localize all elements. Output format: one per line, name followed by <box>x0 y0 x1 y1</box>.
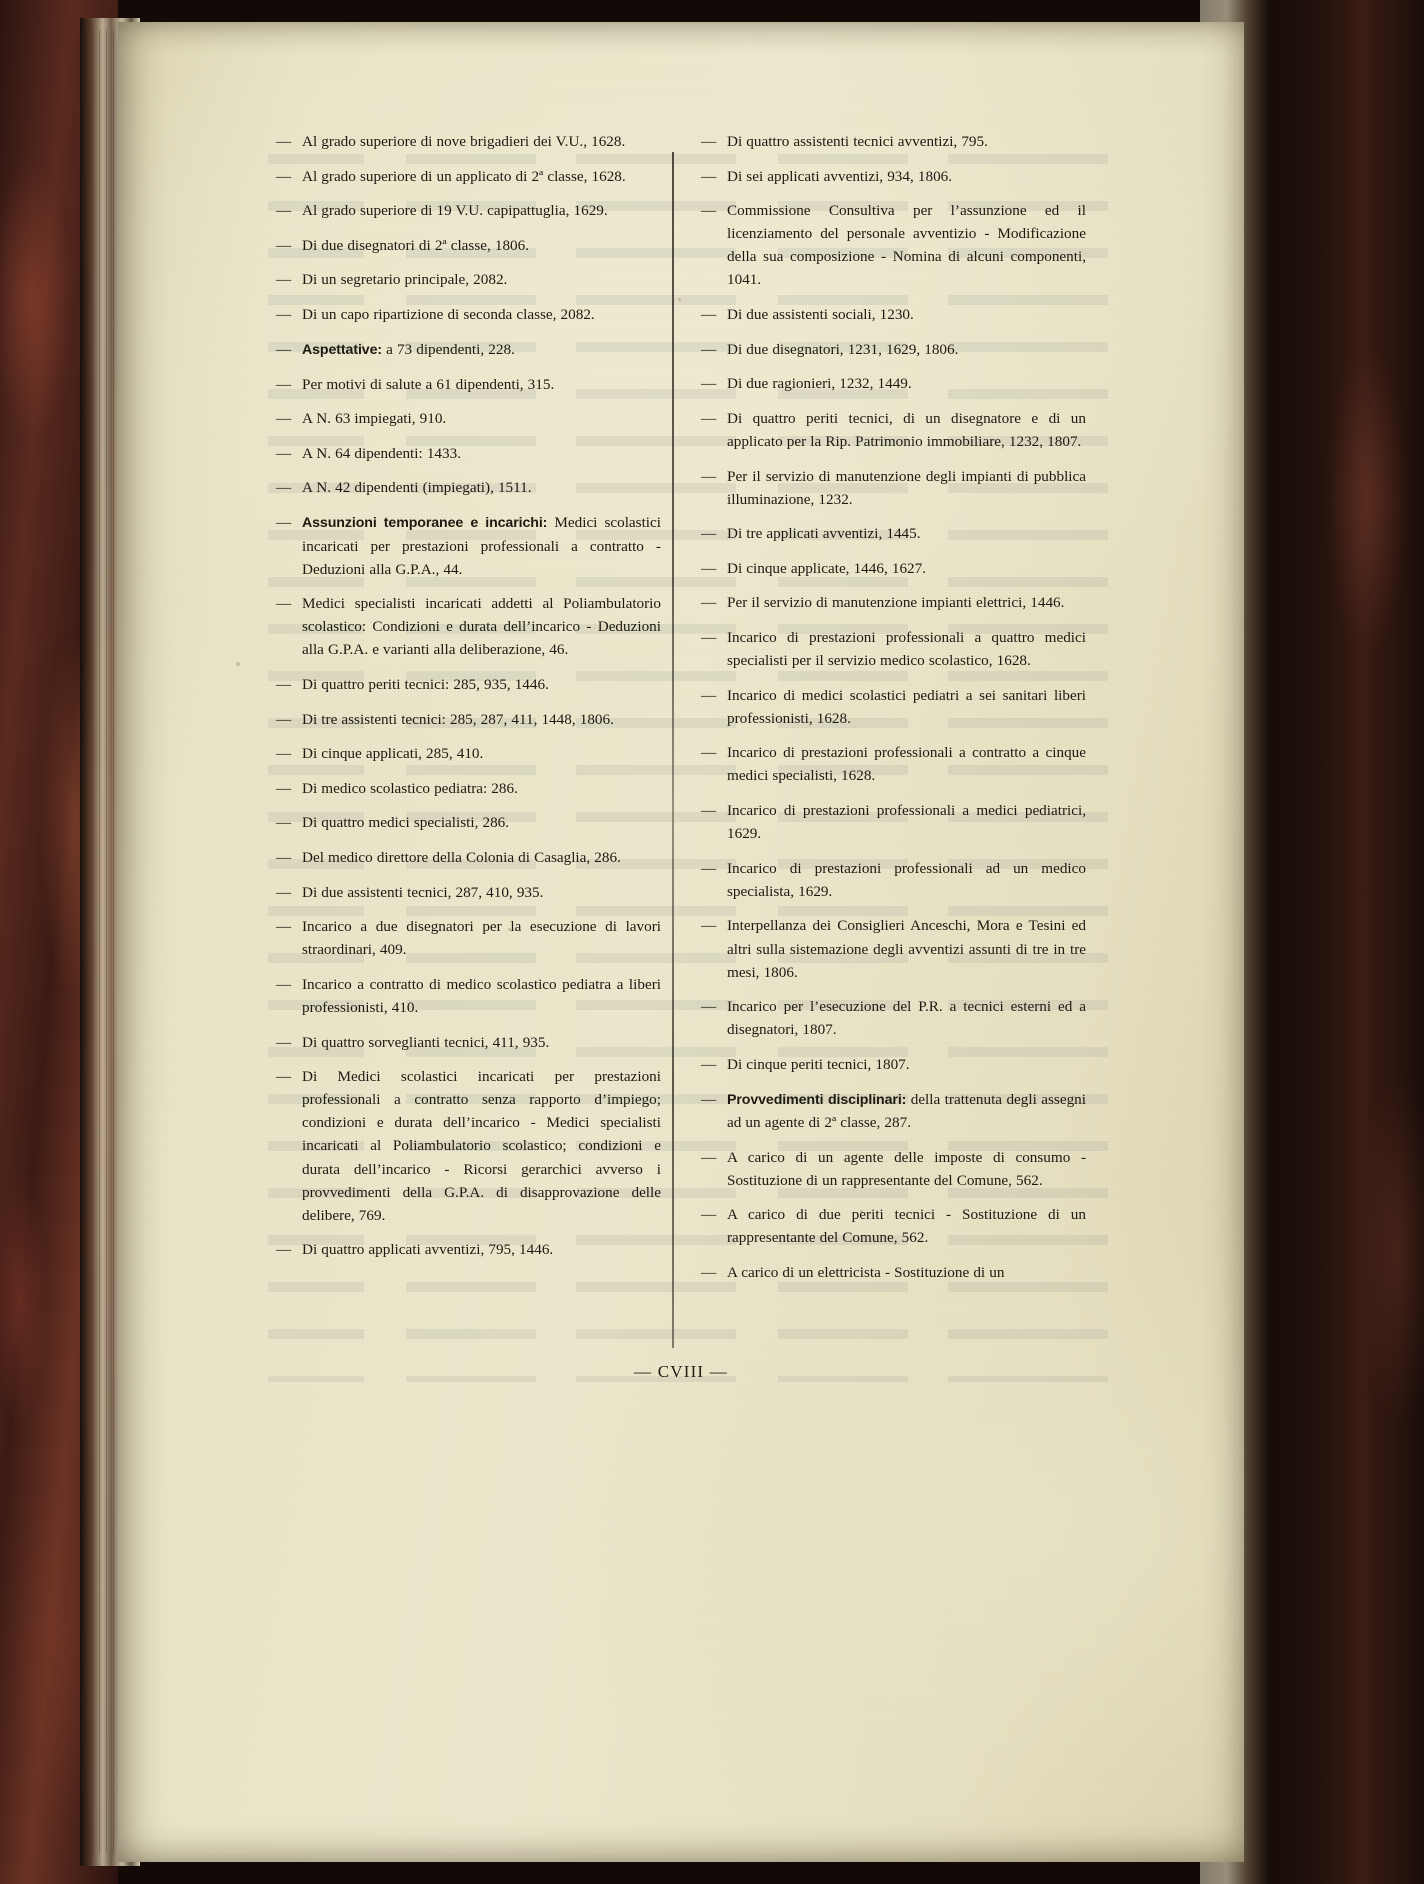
entry-text: Di quattro assistenti tecnici avventizi, 795. <box>727 133 988 150</box>
index-entry <box>276 338 661 362</box>
entry-dash-icon: — <box>701 202 717 220</box>
entry-dash-icon: — <box>276 167 292 185</box>
entry-dash-icon: — <box>276 305 292 323</box>
entry-heading-term: Aspettative: <box>302 341 383 358</box>
entry-dash-icon: — <box>701 629 717 646</box>
entry-text-rest: Medici scolastici incaricati per prestazioni professionali a contratto - Deduzioni alla G.P.A., 44. <box>302 514 661 578</box>
entry-dash-icon: — <box>276 1068 292 1086</box>
entry-dash-icon: — <box>276 918 292 936</box>
index-entry <box>701 372 1086 395</box>
entry-dash-icon: — <box>701 1148 717 1166</box>
index-entry <box>701 130 1086 153</box>
index-entry <box>701 799 1086 845</box>
entry-text: Di due disegnatori, 1231, 1629, 1806. <box>727 340 959 358</box>
entry-dash-icon: — <box>276 133 292 150</box>
entry-text: Incarico a contratto di medico scolastico pediatra a liberi professionisti, 410. <box>302 975 661 1016</box>
index-entry <box>701 1053 1086 1076</box>
entry-text <box>302 511 661 581</box>
entry-dash-icon: — <box>701 467 717 485</box>
entry-text: A carico di un agente delle imposte di consumo - Sostituzione di un rappresentante del Comune, 562. <box>727 1148 1086 1189</box>
index-entry <box>276 708 661 731</box>
index-entry <box>276 165 661 188</box>
index-entry <box>276 199 661 222</box>
index-entry <box>701 303 1086 326</box>
index-entry <box>276 915 661 961</box>
entry-dash-icon: — <box>276 514 292 532</box>
page-content <box>276 130 1086 1430</box>
entry-text: Di quattro periti tecnici: 285, 935, 1446. <box>302 676 549 694</box>
entry-dash-icon: — <box>276 745 292 763</box>
entry-text: Di quattro applicati avventizi, 795, 1446. <box>302 1241 554 1259</box>
index-entry <box>276 777 661 800</box>
entry-text: Per il servizio di manutenzione impianti elettrici, 1446. <box>727 594 1065 612</box>
entry-dash-icon: — <box>701 340 717 358</box>
index-entry <box>701 914 1086 983</box>
entry-dash-icon: — <box>276 479 292 497</box>
index-entry <box>276 373 661 396</box>
entry-dash-icon: — <box>701 859 717 877</box>
index-entry <box>701 626 1086 672</box>
index-entry <box>701 338 1086 361</box>
entry-text: Di cinque periti tecnici, 1807. <box>727 1055 910 1073</box>
entry-text <box>302 338 661 362</box>
entry-text: Per il servizio di manutenzione degli impianti di pubblica illuminazione, 1232. <box>727 467 1086 508</box>
index-entry <box>276 442 661 465</box>
entry-dash-icon: — <box>701 306 717 324</box>
index-entry <box>276 511 661 581</box>
entry-text: Del medico direttore della Colonia di Casaglia, 286. <box>302 849 621 867</box>
entry-dash-icon: — <box>276 676 292 694</box>
entry-dash-icon: — <box>701 1264 717 1282</box>
entry-text: Incarico di medici scolastici pediatri a sei sanitari liberi professionisti, 1628. <box>727 686 1086 727</box>
entry-dash-icon: — <box>701 594 717 612</box>
entry-dash-icon: — <box>701 744 717 762</box>
entry-dash-icon: — <box>276 975 292 993</box>
entry-text: Di quattro sorveglianti tecnici, 411, 935. <box>302 1033 550 1051</box>
index-entry <box>701 165 1086 188</box>
index-entry <box>276 234 661 257</box>
entry-text: Incarico a due disegnatori per la esecuzione di lavori straordinari, 409. <box>302 918 661 959</box>
entry-text: Di quattro periti tecnici, di un disegnatore e di un applicato per la Rip. Patrimonio immobiliare, 1232, 1807. <box>727 409 1086 450</box>
index-entry <box>276 1031 661 1054</box>
right-binding-marbled-edge <box>1248 0 1424 1884</box>
index-column-right <box>673 130 1086 1345</box>
entry-text-rest: della trattenuta degli assegni ad un agente di 2ª classe, 287. <box>727 1090 1086 1132</box>
entry-text: A N. 64 dipendenti: 1433. <box>302 444 461 462</box>
entry-text: Incarico di prestazioni professionali a contratto a cinque medici specialisti, 1628. <box>727 744 1086 785</box>
index-entry <box>701 465 1086 511</box>
entry-text: Incarico di prestazioni professionali ad un medico specialista, 1629. <box>727 859 1086 900</box>
entry-text: Di Medici scolastici incaricati per prestazioni professionali a contratto senza rapporto d’impiego; condizioni e durata dell’incarico - Medici specialisti incaricati al Poliambulatorio scolastico; condizioni e durata dell’incarico - Ricorsi gerarchici avverso i provvedimenti della G.P.A. di disapprovazione delle delibere, 769. <box>302 1068 661 1224</box>
entry-dash-icon: — <box>701 802 717 820</box>
entry-text: Di medico scolastico pediatra: 286. <box>302 779 518 797</box>
entry-text: A N. 63 impiegati, 910. <box>302 410 447 428</box>
entry-text: Interpellanza dei Consiglieri Anceschi, Mora e Tesini ed altri sulla sistemazione degli avventizi assunti di tre in tre mesi, 1806. <box>727 917 1086 981</box>
page-leaf <box>118 22 1244 1862</box>
entry-text: Di cinque applicate, 1446, 1627. <box>727 559 927 577</box>
entry-text: Di sei applicati avventizi, 934, 1806. <box>727 167 953 185</box>
index-entry <box>276 673 661 696</box>
entry-dash-icon: — <box>276 271 292 289</box>
index-column-left <box>276 130 673 1345</box>
index-entry <box>701 522 1086 545</box>
index-entry <box>701 1088 1086 1135</box>
entry-dash-icon: — <box>701 1206 717 1224</box>
two-column-index <box>276 130 1086 1345</box>
entry-dash-icon: — <box>701 917 717 935</box>
entry-dash-icon: — <box>701 998 717 1016</box>
index-entry <box>701 591 1086 614</box>
entry-text: Al grado superiore di un applicato di 2ª classe, 1628. <box>302 167 626 185</box>
entry-dash-icon: — <box>701 1055 717 1073</box>
entry-text: Di due assistenti tecnici, 287, 410, 935. <box>302 883 544 901</box>
entry-text: Di due ragionieri, 1232, 1449. <box>727 375 912 393</box>
entry-text: Di cinque applicati, 285, 410. <box>302 745 484 763</box>
entry-heading-term: Provvedimenti disciplinari: <box>727 1091 907 1108</box>
index-entry <box>276 407 661 430</box>
entry-text: A N. 42 dipendenti (impiegati), 1511. <box>302 479 532 497</box>
page-folio-number: — CVIII — <box>634 1362 728 1381</box>
index-entry <box>276 303 661 326</box>
entry-text: Di un segretario principale, 2082. <box>302 271 508 289</box>
index-entry <box>276 1065 661 1227</box>
entry-text: Incarico di prestazioni professionali a quattro medici specialisti per il servizio medico scolastico, 1628. <box>727 629 1086 670</box>
entry-dash-icon: — <box>276 340 292 358</box>
index-entry <box>276 130 661 153</box>
index-entry <box>701 995 1086 1041</box>
entry-text: Di tre applicati avventizi, 1445. <box>727 525 921 543</box>
entry-heading-term: Assunzioni temporanee e incarichi: <box>302 515 548 532</box>
index-entry <box>701 857 1086 903</box>
entry-dash-icon: — <box>276 1241 292 1259</box>
entry-dash-icon: — <box>276 849 292 867</box>
entry-dash-icon: — <box>276 883 292 901</box>
entry-text: Incarico per l’esecuzione del P.R. a tecnici esterni ed a disegnatori, 1807. <box>727 998 1086 1039</box>
entry-dash-icon: — <box>276 236 292 254</box>
entry-text: Di un capo ripartizione di seconda classe, 2082. <box>302 305 595 323</box>
index-entry <box>701 1146 1086 1192</box>
index-entry <box>276 973 661 1019</box>
entry-text: A carico di un elettricista - Sostituzione di un <box>727 1264 1005 1282</box>
index-entry <box>701 199 1086 291</box>
entry-text: Di tre assistenti tecnici: 285, 287, 411, 1448, 1806. <box>302 710 614 728</box>
entry-text <box>727 1088 1086 1135</box>
index-entry <box>276 881 661 904</box>
index-entry <box>701 557 1086 580</box>
index-entry <box>701 684 1086 730</box>
entry-dash-icon: — <box>276 1033 292 1051</box>
entry-dash-icon: — <box>276 202 292 220</box>
entry-dash-icon: — <box>701 1090 717 1108</box>
entry-dash-icon: — <box>701 133 717 150</box>
entry-dash-icon: — <box>276 814 292 832</box>
index-entry <box>276 811 661 834</box>
entry-text: Di due assistenti sociali, 1230. <box>727 306 914 324</box>
entry-text: A carico di due periti tecnici - Sostituzione di un rappresentante del Comune, 562. <box>727 1206 1086 1247</box>
entry-text: Al grado superiore di nove brigadieri dei V.U., 1628. <box>302 133 626 150</box>
entry-dash-icon: — <box>276 710 292 728</box>
entry-text: Di due disegnatori di 2ª classe, 1806. <box>302 236 530 254</box>
entry-dash-icon: — <box>701 559 717 577</box>
index-entry <box>701 1203 1086 1249</box>
entry-dash-icon: — <box>701 409 717 427</box>
paper-speck <box>236 662 240 666</box>
entry-text: Medici specialisti incaricati addetti al Poliambulatorio scolastico: Condizioni e durata dell’incarico - Deduzioni alla G.P.A. e varianti alla deliberazione, 46. <box>302 595 661 659</box>
entry-dash-icon: — <box>701 167 717 185</box>
index-entry <box>276 846 661 869</box>
entry-text: Per motivi di salute a 61 dipendenti, 315. <box>302 375 555 393</box>
index-entry <box>276 1238 661 1261</box>
entry-text-rest: a 73 dipendenti, 228. <box>382 340 515 358</box>
index-entry <box>276 592 661 661</box>
index-entry <box>276 476 661 499</box>
index-entry <box>276 268 661 291</box>
entry-text: Al grado superiore di 19 V.U. capipattuglia, 1629. <box>302 202 608 220</box>
index-entry <box>701 407 1086 453</box>
index-entry <box>701 741 1086 787</box>
entry-dash-icon: — <box>276 595 292 613</box>
entry-dash-icon: — <box>701 525 717 543</box>
entry-dash-icon: — <box>701 375 717 393</box>
entry-dash-icon: — <box>276 375 292 393</box>
entry-dash-icon: — <box>276 410 292 428</box>
index-entry <box>276 742 661 765</box>
entry-dash-icon: — <box>276 779 292 797</box>
entry-text: Di quattro medici specialisti, 286. <box>302 814 510 832</box>
entry-text: Commissione Consultiva per l’assunzione ed il licenziamento del personale avventizio - Modificazione della sua composizione - Nomina di alcuni componenti, 1041. <box>727 202 1086 289</box>
entry-dash-icon: — <box>276 444 292 462</box>
entry-text: Incarico di prestazioni professionali a medici pediatrici, 1629. <box>727 802 1086 843</box>
entry-dash-icon: — <box>701 686 717 704</box>
index-entry <box>701 1261 1086 1284</box>
